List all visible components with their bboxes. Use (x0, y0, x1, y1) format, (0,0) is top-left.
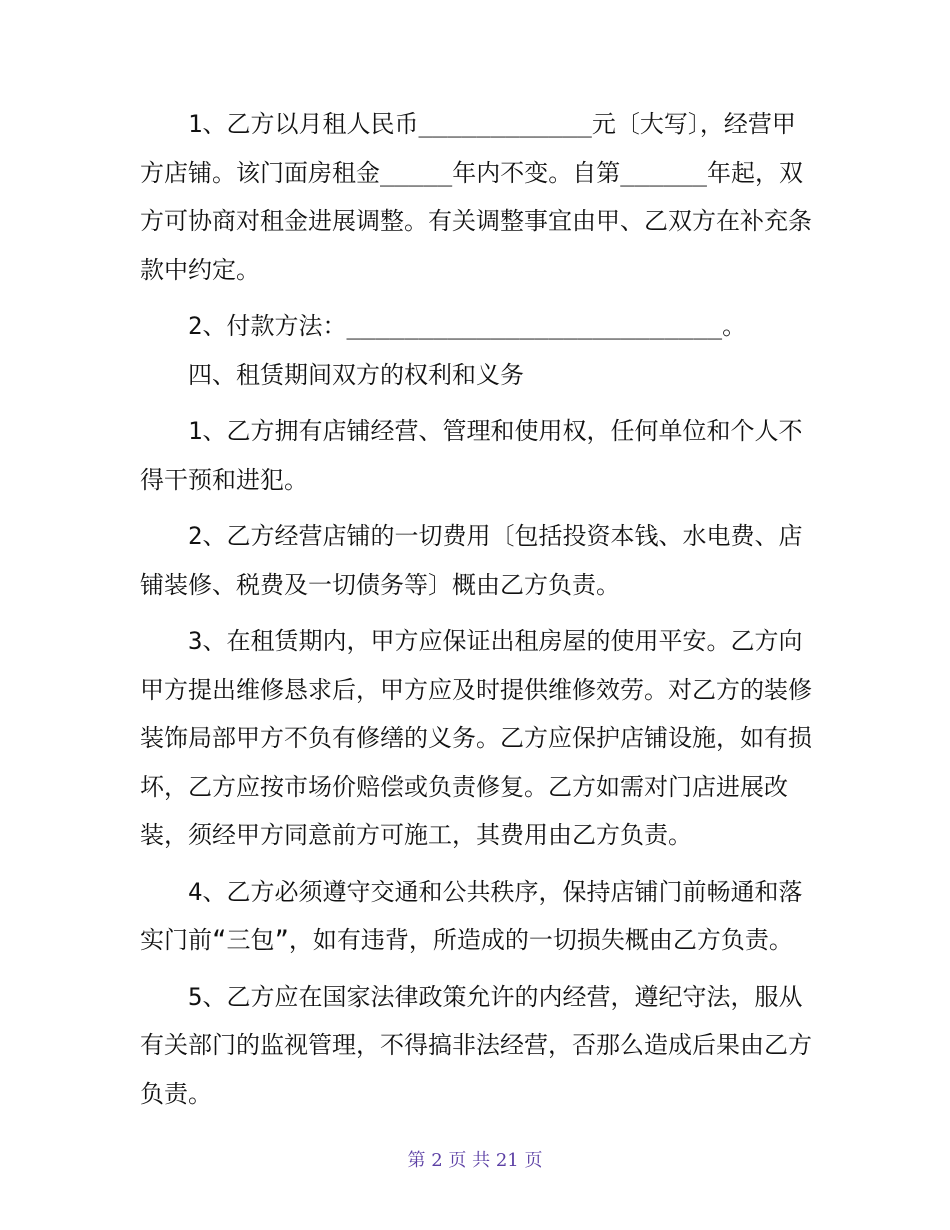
paragraph-clause-2: 2、乙方经营店铺的一切费用〔包括投资本钱、水电费、店铺装修、税费及一切债务等〕概由乙方负责。 (140, 522, 803, 599)
page-number-footer: 第 2 页 共 21 页 (407, 1150, 543, 1171)
document-body (140, 0, 812, 1118)
paragraph-rent-amount: 1、乙方以月租人民币____________元〔大写〕，经营甲方店铺。该门面房租金_____年内不变。自第______年起，双方可协商对租金进展调整。有关调整事宜由甲、乙双方在补充条款中约定。 (140, 110, 812, 284)
top-margin (140, 0, 812, 100)
paragraph-gap (140, 965, 812, 973)
section-heading: 四、租赁期间双方的权利和义务 (188, 360, 524, 389)
paragraph-clause-1: 1、乙方拥有店铺经营、管理和使用权，任何单位和个人不得干预和进犯。 (140, 417, 803, 494)
paragraph-gap (140, 504, 812, 512)
paragraph-gap (140, 399, 812, 407)
paragraph-clause-4: 4、乙方必须遵守交通和公共秩序，保持店铺门前畅通和落实门前“三包”，如有违背，所造成的一切损失概由乙方负责。 (140, 877, 803, 954)
paragraph-gap (140, 609, 812, 617)
paragraph-gap (140, 860, 812, 868)
paragraph-clause-5: 5、乙方应在国家法律政策允许的内经营，遵纪守法，服从有关部门的监视管理，不得搞非法经营，否那么造成后果由乙方负责。 (140, 982, 812, 1108)
paragraph-clause-3: 3、在租赁期内，甲方应保证出租房屋的使用平安。乙方向甲方提出维修恳求后，甲方应及时提供维修效劳。对乙方的装修装饰局部甲方不负有修缮的义务。乙方应保护店铺设施，如有损坏，乙方应按市场价赔偿或负责修复。乙方如需对门店进展改装，须经甲方同意前方可施工，其费用由乙方负责。 (140, 627, 812, 849)
paragraph-gap (140, 294, 812, 302)
paragraph-payment-method: 2、付款方法：__________________________。 (188, 312, 747, 340)
